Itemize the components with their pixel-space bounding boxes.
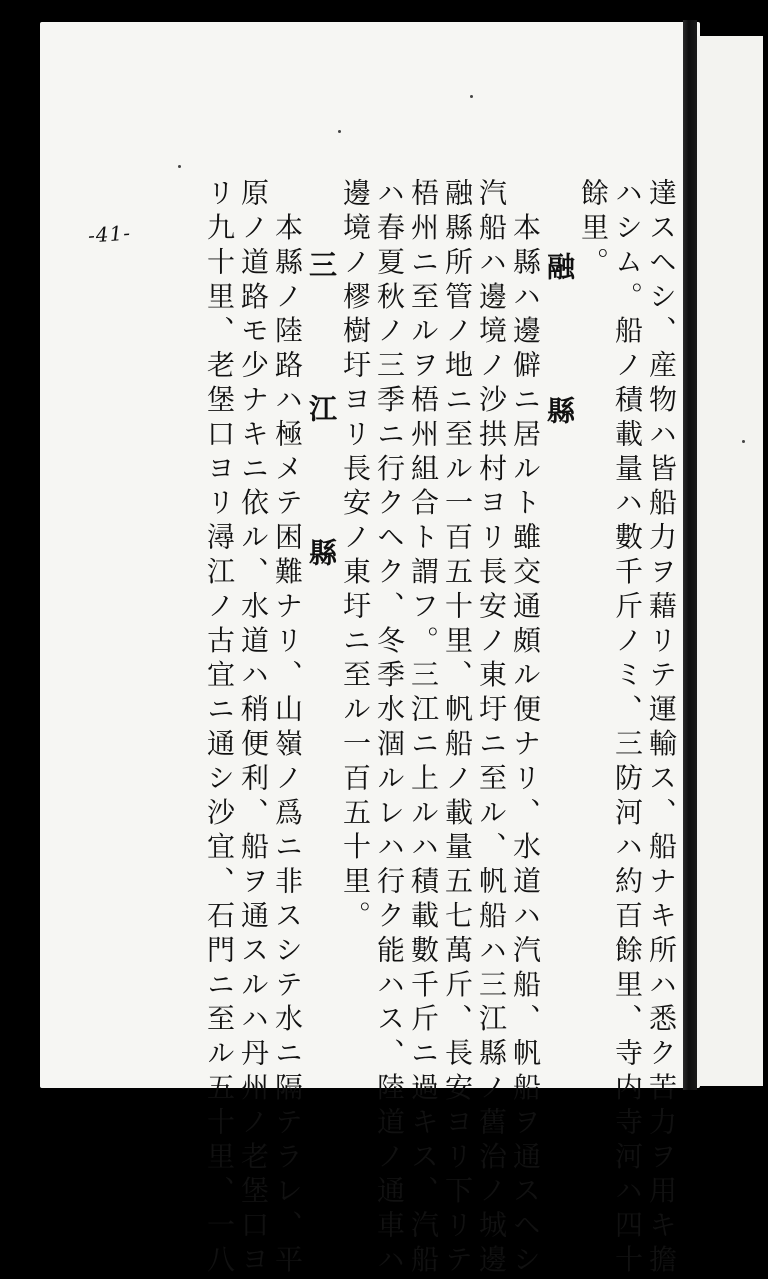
text-column: 邊境ノ樛樹圩ヨリ長安ノ東圩ニ至ル一百五十里。 — [339, 178, 372, 935]
text-column: リ九十里、老堡口ヨリ潯江ノ古宜ニ通シ沙宜、石門ニ至ル五十里、一八 — [203, 178, 236, 1279]
scan-speck — [470, 95, 473, 98]
text-column: ハ春夏秋ノ三季ニ行クヘク、冬季水涸ルレハ行ク能ハス、陸道ノ通車ハ — [373, 178, 406, 1279]
text-column: 本縣ノ陸路ハ極メテ困難ナリ、山嶺ノ爲ニ非スシテ水ニ隔テラレ、平 — [271, 178, 304, 1279]
adjacent-page-edge — [697, 36, 763, 1086]
text-column: 本縣ハ邊僻ニ居ルト雖交通頗ル便ナリ、水道ハ汽船、帆船ヲ通スヘシ — [509, 178, 542, 1279]
scan-speck — [742, 440, 745, 443]
scan-speck — [338, 130, 341, 133]
section-heading-sanjiang-county: 三 江 縣 — [305, 250, 338, 610]
page-number: -41- — [87, 220, 132, 248]
text-column: ハシム。船ノ積載量ハ數千斤ノミ、三防河ハ約百餘里、寺内寺河ハ四十 — [611, 178, 644, 1279]
book-spine — [683, 20, 697, 1090]
text-column: 融縣所管ノ地ニ至ル一百五十里、帆船ノ載量五七萬斤、長安ヨリ下リテ — [441, 178, 474, 1279]
text-column: 餘里。 — [577, 178, 610, 282]
section-heading-rong-county: 融 縣 — [543, 252, 576, 468]
text-column: 原ノ道路モ少ナキニ依ル、水道ハ稍便利、船ヲ通スルハ丹州ノ老堡口ヨ — [237, 178, 270, 1279]
text-column: 達スヘシ、産物ハ皆船力ヲ藉リテ運輸ス、船ナキ所ハ悉ク苦力ヲ用キ擔 — [645, 178, 678, 1279]
text-column: 梧州ニ至ルヲ梧州組合ト謂フ。三江ニ上ルハ積載數千斤ニ過キス、汽船 — [407, 178, 440, 1279]
scan-speck — [178, 165, 181, 168]
text-column: 汽船ハ邊境ノ沙拱村ヨリ長安ノ東圩ニ至ル、帆船ハ三江縣ノ舊治ノ城邊 — [475, 178, 508, 1279]
